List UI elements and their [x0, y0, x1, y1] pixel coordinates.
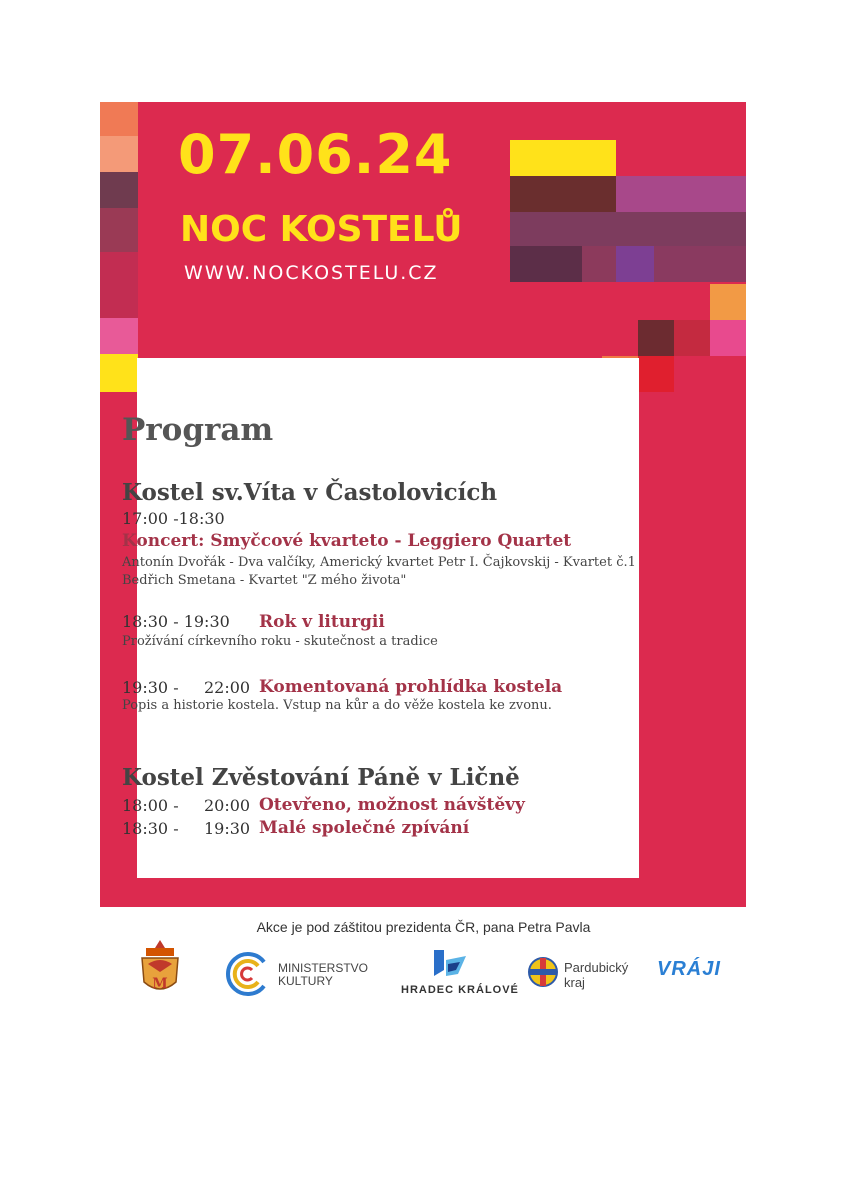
church-2-item-1-time-from: 18:00 - — [122, 796, 179, 815]
church-1-item-1-desc-1: Antonín Dvořák - Dva valčíky, Americký kvartet Petr I. Čajkovskij - Kvartet č.1 — [122, 555, 636, 570]
church-2-item-1-title: Otevřeno, možnost návštěvy — [259, 795, 525, 815]
church-2-item-2-time-from: 18:30 - — [122, 819, 179, 838]
church-1-item-2-desc: Prožívání církevního roku - skutečnost a tradice — [122, 634, 438, 649]
church-1-item-3-desc: Popis a historie kostela. Vstup na kůr a do věže kostela ke zvonu. — [122, 698, 552, 713]
hradec-kralove-logo-icon — [430, 946, 470, 980]
event-url[interactable]: WWW.NOCKOSTELU.CZ — [184, 262, 439, 284]
diocese-crest-icon — [136, 938, 184, 998]
pardubicky-kraj-logo-icon — [527, 956, 559, 988]
event-title: NOC KOSTELŮ — [180, 209, 463, 250]
ministry-culture-logo-text: MINISTERSTVO KULTURY — [278, 961, 369, 988]
church-1-name: Kostel sv.Víta v Častolovicích — [122, 479, 498, 506]
church-1-item-3-time-from: 19:30 - — [122, 678, 179, 697]
church-2-name: Kostel Zvěstování Páně v Ličně — [122, 764, 520, 791]
church-1-item-1-time: 17:00 -18:30 — [122, 509, 225, 528]
event-date: 07.06.24 — [178, 123, 453, 186]
hradec-kralove-logo-text: HRADEC KRÁLOVÉ — [401, 984, 519, 996]
pardubicky-kraj-logo-text: Pardubický kraj — [564, 960, 629, 990]
church-2-item-2-time-to: 19:30 — [204, 819, 251, 838]
vraji-logo-icon: VRÁJI — [657, 958, 721, 980]
church-2-item-2-title: Malé společné zpívání — [259, 818, 470, 838]
church-1-item-2-time: 18:30 - 19:30 — [122, 612, 230, 631]
church-1-item-2-title: Rok v liturgii — [259, 612, 385, 632]
church-1-item-1-title: Koncert: Smyčcové kvarteto - Leggiero Quartet — [122, 531, 572, 551]
svg-text:M: M — [152, 976, 168, 992]
church-1-item-3-title: Komentovaná prohlídka kostela — [259, 677, 563, 697]
church-1-item-1-desc-2: Bedřich Smetana - Kvartet "Z mého života" — [122, 573, 407, 588]
ministry-culture-logo-icon — [224, 950, 272, 998]
church-1-item-3-time-to: 22:00 — [204, 678, 251, 697]
program-heading: Program — [122, 412, 274, 448]
patronage-note: Akce je pod záštitou prezidenta ČR, pana Petra Pavla — [256, 919, 591, 935]
church-2-item-1-time-to: 20:00 — [204, 796, 251, 815]
